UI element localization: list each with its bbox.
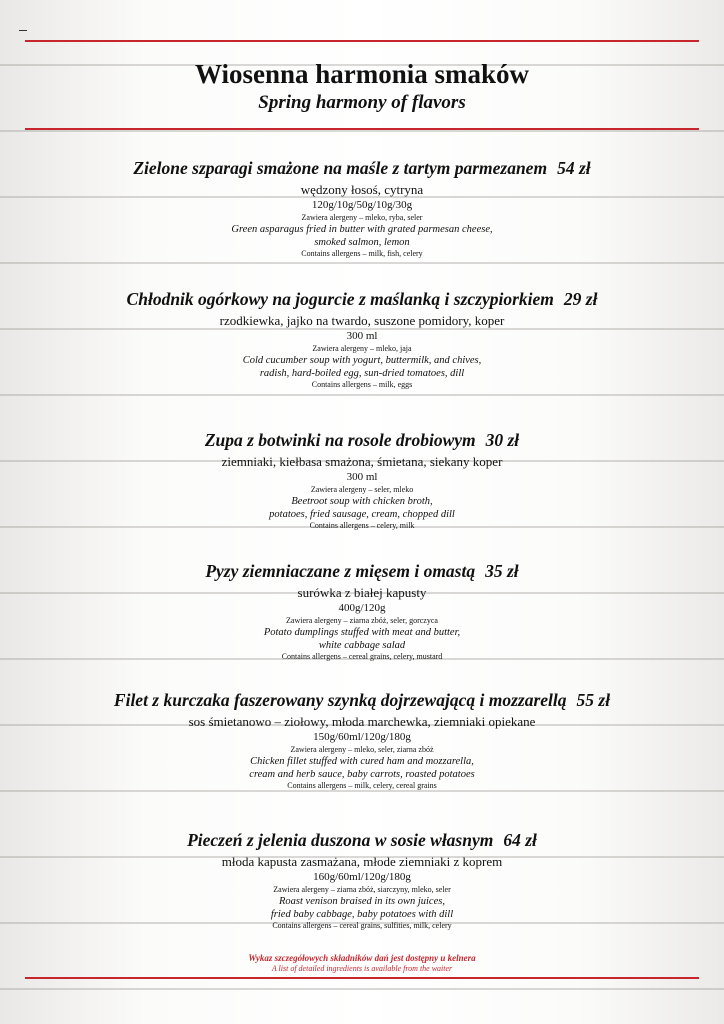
dish-allergens-pl: Zawiera alergeny – seler, mleko [310,485,414,494]
dish-title [0,830,724,851]
dish-description-en: Green asparagus fried in butter with grated parmesan cheese, [231,224,493,235]
dish-title [0,289,724,310]
dish-title [0,158,724,179]
menu-item [0,430,724,531]
dish-sides: sos śmietanowo – ziołowy, młoda marchewka, ziemniaki opiekane [188,714,536,729]
ingredients-note-pl: Wykaz szczegółowych składników dań jest dostępny u kelnera [248,953,476,963]
dish-price: 29 zł [563,289,598,309]
dish-title [0,690,724,711]
menu-item [0,690,724,791]
dish-description-en: Cold cucumber soup with yogurt, buttermilk, and chives, [242,355,482,366]
dish-description-en: Potato dumplings stuffed with meat and butter, [263,627,461,638]
dish-description-en: smoked salmon, lemon [314,237,410,248]
menu-item [0,561,724,662]
dish-portion: 400g/120g [338,602,386,614]
dish-allergens-pl: Zawiera alergeny – ziarna zbóż, seler, gorczyca [286,616,438,625]
dish-allergens-en: Contains allergens – celery, milk [309,521,415,530]
dish-portion: 160g/60ml/120g/180g [313,871,411,883]
dish-allergens-pl: Zawiera alergeny – mleko, seler, ziarna zbóż [290,745,434,754]
dish-allergens-en: Contains allergens – milk, fish, celery [301,249,423,258]
dish-sides: wędzony łosoś, cytryna [300,182,424,197]
dish-portion: 300 ml [346,471,378,483]
dish-sides: młoda kapusta zasmażana, młode ziemniaki z koprem [221,854,503,869]
dish-allergens-en: Contains allergens – milk, eggs [311,380,413,389]
dish-description-en: cream and herb sauce, baby carrots, roasted potatoes [249,769,475,780]
dish-title [0,430,724,451]
header-divider [25,128,699,130]
dish-description-en: fried baby cabbage, baby potatoes with dill [270,909,454,920]
dish-price: 55 zł [576,690,611,710]
dish-description-en: radish, hard-boiled egg, sun-dried tomatoes, dill [259,368,465,379]
dish-price: 30 zł [485,430,520,450]
dish-description-en: Beetroot soup with chicken broth, [291,496,433,507]
dish-allergens-pl: Zawiera alergeny – ziarna zbóż, siarczyny, mleko, seler [273,885,451,894]
top-divider [25,40,699,42]
ingredients-note-en: A list of detailed ingredients is available from the waiter [271,964,453,973]
dish-name: Filet z kurczaka faszerowany szynką dojrzewającą i mozzarellą [113,690,567,710]
dish-description-en: potatoes, fried sausage, cream, chopped dill [269,509,455,520]
dish-name: Pieczeń z jelenia duszona w sosie własnym [187,830,494,850]
menu-footer [0,953,724,974]
dish-name: Pyzy ziemniaczane z mięsem i omastą [205,561,476,581]
menu-item [0,289,724,390]
dish-allergens-en: Contains allergens – cereal grains, sulfities, milk, celery [272,921,452,930]
dish-name: Chłodnik ogórkowy na jogurcie z maślanką i szczypiorkiem [126,289,554,309]
dish-description-en: white cabbage salad [318,640,406,651]
page-title: Wiosenna harmonia smaków [194,59,530,89]
dish-price: 54 zł [557,158,591,178]
dish-portion: 300 ml [346,330,378,342]
dish-sides: surówka z białej kapusty [297,585,427,600]
corner-mark [19,30,27,31]
dish-sides: ziemniaki, kiełbasa smażona, śmietana, siekany koper [221,454,503,469]
dish-name: Zupa z botwinki na rosole drobiowym [204,430,476,450]
dish-description-en: Chicken fillet stuffed with cured ham and mozzarella, [250,756,474,767]
dish-allergens-en: Contains allergens – cereal grains, celery, mustard [281,652,443,661]
dish-title [0,561,724,582]
dish-allergens-pl: Zawiera alergeny – mleko, jaja [312,344,412,353]
dish-description-en: Roast venison braised in its own juices, [279,896,445,907]
dish-price: 64 zł [503,830,537,850]
page-subtitle: Spring harmony of flavors [258,92,466,113]
menu-header [0,57,724,115]
dish-name: Zielone szparagi smażone na maśle z tartym parmezanem [133,158,548,178]
bottom-divider [25,977,699,979]
menu-item [0,158,724,259]
dish-allergens-pl: Zawiera alergeny – mleko, ryba, seler [301,213,423,222]
dish-allergens-en: Contains allergens – milk, celery, cereal grains [287,781,437,790]
dish-portion: 150g/60ml/120g/180g [313,731,411,743]
menu-item [0,830,724,931]
dish-sides: rzodkiewka, jajko na twardo, suszone pomidory, koper [219,313,505,328]
dish-price: 35 zł [485,561,519,581]
dish-portion: 120g/10g/50g/10g/30g [311,199,413,211]
